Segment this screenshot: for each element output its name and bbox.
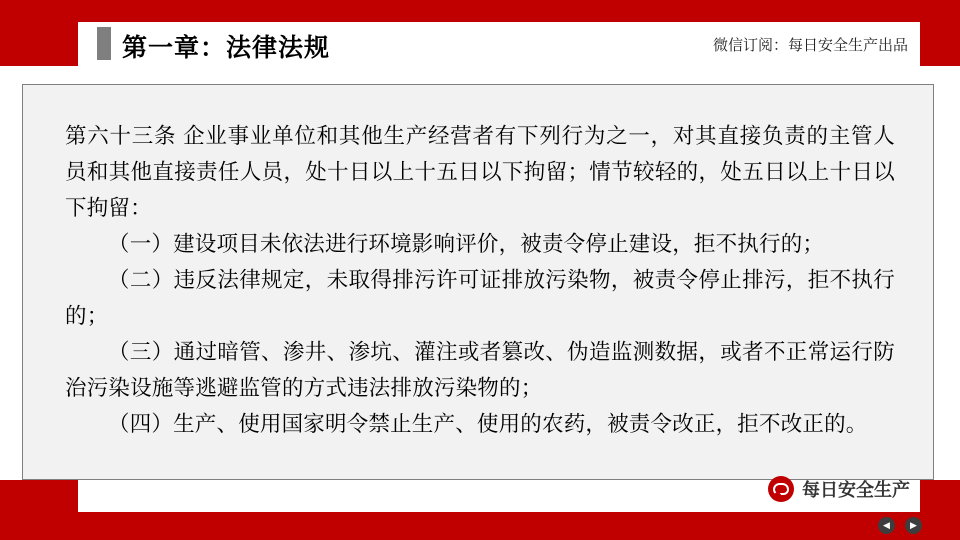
paragraph-item-4: （四）生产、使用国家明令禁止生产、使用的农药，被责令改正，拒不改正的。 (108, 412, 868, 436)
prev-slide-icon[interactable]: ◀ (878, 517, 895, 534)
bottom-red-bar (0, 512, 960, 540)
top-left-red-block (0, 22, 78, 66)
title-marker (97, 27, 111, 60)
bottom-left-red-block (0, 480, 78, 512)
paragraph-item-3: （三）通过暗管、渗井、渗坑、灌注或者篡改、伪造监测数据，或者不正常运行防治污染设施等逃避监管的方式违法排放污染物的； (65, 340, 895, 400)
wechat-subscription-note: 微信订阅：每日安全生产出品 (712, 37, 908, 54)
bottom-right-red-block (920, 480, 960, 512)
content-panel (22, 84, 934, 480)
wechat-logo-icon (768, 476, 794, 502)
legal-text-body (65, 118, 895, 442)
paragraph-item-2: （二）违反法律规定，未取得排污许可证排放污染物，被责令停止排污，拒不执行的； (65, 268, 895, 328)
brand-badge-label: 每日安全生产 (802, 480, 910, 500)
brand-badge (768, 476, 910, 502)
next-slide-icon[interactable]: ▶ (905, 517, 922, 534)
slide-navigation (878, 517, 922, 534)
paragraph-item-1: （一）建设项目未依法进行环境影响评价，被责令停止建设，拒不执行的； (108, 232, 825, 256)
top-red-bar (0, 0, 960, 22)
paragraph-article: 第六十三条 企业事业单位和其他生产经营者有下列行为之一，对其直接负责的主管人员和其他直接责任人员，处十日以上十五日以下拘留；情节较轻的，处五日以上十日以下拘留： (65, 124, 895, 220)
page-title: 第一章：法律法规 (122, 34, 331, 62)
top-right-red-block (920, 22, 960, 66)
